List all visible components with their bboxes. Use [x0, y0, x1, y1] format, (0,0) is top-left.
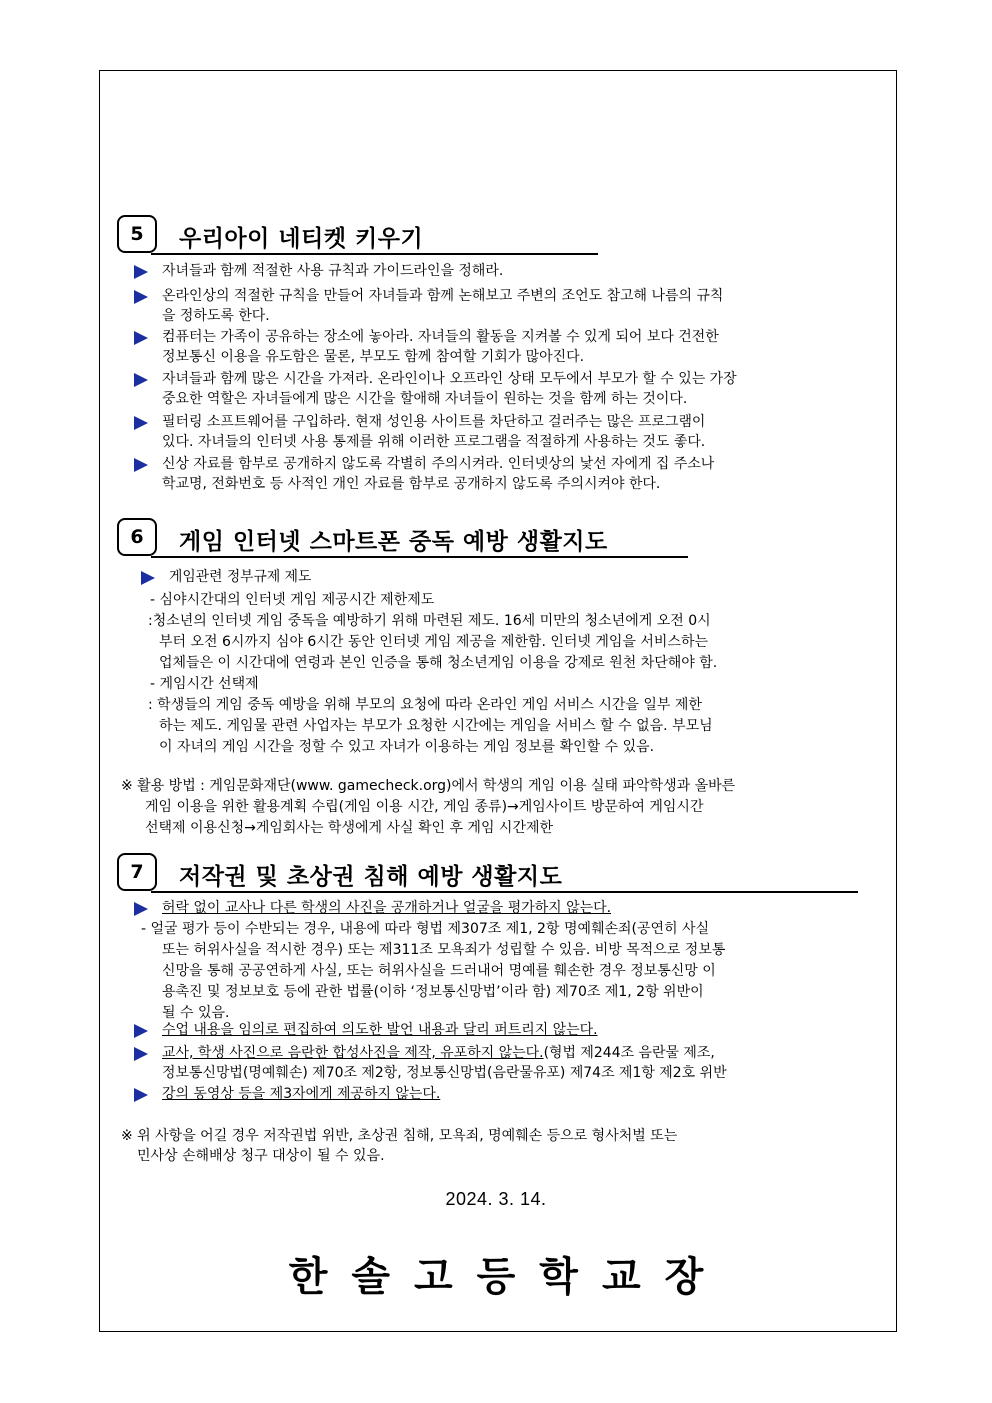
triangle-bullet-icon [134, 902, 148, 916]
sec5-item-3-line-2: 정보통신 이용을 유도함은 물론, 부모도 함께 참여할 기회가 많아진다. [162, 349, 585, 365]
triangle-bullet-icon [134, 458, 148, 472]
sec5-item-6-line-1: 신상 자료를 함부로 공개하지 않도록 각별히 주의시켜라. 인터넷상의 낯선 자에게 집 주소나 [162, 456, 715, 472]
sec5-item-2-line-1: 온라인상의 적절한 규칙을 만들어 자녀들과 함께 논해보고 주변의 조언도 참고해 나름의 규칙 [162, 288, 724, 304]
sec5-item-1-line-1: 자녀들과 함께 적절한 사용 규칙과 가이드라인을 정해라. [162, 263, 504, 279]
sec5-item-4-line-2: 중요한 역할은 자녀들에게 많은 시간을 할애해 자녀들이 원하는 것을 함께 하는 것이다. [162, 391, 688, 407]
sec5-item-5-line-2: 있다. 자녀들의 인터넷 사용 통제를 위해 이러한 프로그램을 적절하게 사용하는 것도 좋다. [162, 434, 706, 450]
sec7-detail-line-4: 용촉진 및 정보보호 등에 관한 법률(이하 ‘정보통신망법’이라 함) 제70조 제1, 2항 위반이 [162, 984, 704, 1000]
triangle-bullet-icon [134, 416, 148, 430]
section-7-number: 7 [117, 853, 157, 891]
triangle-bullet-icon [141, 571, 155, 585]
section-5-title: 우리아이 네티켓 키우기 [179, 226, 424, 252]
sec6-note-line-2: 게임 이용을 위한 활용계획 수립(게임 이용 시간, 게임 종류)→게임사이트 방문하여 게임시간 [145, 799, 704, 815]
sec7-item-3-rest: (형법 제244조 음란물 제조, [543, 1045, 715, 1061]
section-5-underline [151, 253, 598, 255]
sec6-line-7: 하는 제도. 게임물 관련 사업자는 부모가 요청한 시간에는 게임을 서비스 할 수 없음. 부모님 [159, 718, 713, 734]
sec7-detail-line-5: 될 수 있음. [162, 1005, 230, 1021]
sec7-detail-line-2: 또는 허위사실을 적시한 경우) 또는 제311조 모욕죄가 성립할 수 있음. 비방 목적으로 정보통 [162, 942, 726, 958]
sec5-item-6-line-2: 학교명, 전화번호 등 사적인 개인 자료를 함부로 공개하지 않도록 주의시켜야 한다. [162, 476, 661, 492]
section-6-header [117, 518, 697, 558]
document-date: 2024. 3. 14. [445, 1189, 547, 1209]
sec6-line-5: - 게임시간 선택제 [150, 676, 259, 692]
sec7-note-line-2: 민사상 손해배상 청구 대상이 될 수 있음. [137, 1148, 385, 1164]
sec6-note-line-1: ※ 활용 방법 : 게임문화재단(www. gamecheck.org)에서 학생의 게임 이용 실태 파악학생과 올바른 [121, 778, 736, 794]
school-principal-signature: 한솔고등학교장 [288, 1254, 728, 1300]
triangle-bullet-icon [134, 331, 148, 345]
section-6-title: 게임 인터넷 스마트폰 중독 예방 생활지도 [179, 529, 608, 555]
triangle-bullet-icon [134, 265, 148, 279]
sec7-item-1-text: 허락 없이 교사나 다른 학생의 사진을 공개하거나 얼굴을 평가하지 않는다. [162, 900, 612, 916]
sec7-item-3-line-2: 정보통신망법(명예훼손) 제70조 제2항, 정보통신망법(음란물유포) 제74조 제1항 제2호 위반 [162, 1065, 727, 1081]
triangle-bullet-icon [134, 1088, 148, 1102]
sec6-line-8: 이 자녀의 게임 시간을 정할 수 있고 자녀가 이용하는 게임 정보를 확인할 수 있음. [159, 739, 655, 755]
sec6-line-6: : 학생들의 게임 중독 예방을 위해 부모의 요청에 따라 온라인 게임 서비스 시간을 일부 제한 [148, 697, 702, 713]
triangle-bullet-icon [134, 1047, 148, 1061]
section-6-number: 6 [117, 518, 157, 556]
sec6-line-2: :청소년의 인터넷 게임 중독을 예방하기 위해 마련된 제도. 16세 미만의 청소년에게 오전 0시 [148, 613, 711, 629]
sec5-item-2-line-2: 을 정하도록 한다. [162, 308, 270, 324]
sec7-item-3-line-1 [162, 1043, 888, 1064]
section-5-number: 5 [117, 215, 157, 253]
section-7-underline [151, 891, 858, 893]
section-7-title: 저작권 및 초상권 침해 예방 생활지도 [179, 864, 563, 890]
sec7-detail-line-1: - 얼굴 평가 등이 수반되는 경우, 내용에 따라 형법 제307조 제1, 2항 명예훼손죄(공연히 사실 [141, 921, 710, 937]
sec7-note-line-1: ※ 위 사항을 어길 경우 저작권법 위반, 초상권 침해, 모욕죄, 명예훼손 등으로 형사처벌 또는 [121, 1128, 678, 1144]
sec5-item-5-line-1: 필터링 소프트웨어를 구입하라. 현재 성인용 사이트를 차단하고 걸러주는 많은 프로그램이 [162, 414, 706, 430]
triangle-bullet-icon [134, 290, 148, 304]
sec6-line-1: - 심야시간대의 인터넷 게임 제공시간 제한제도 [150, 592, 435, 608]
sec6-line-4: 업체들은 이 시간대에 연령과 본인 인증을 통해 청소년게임 이용을 강제로 원천 차단해야 함. [159, 655, 718, 671]
sec5-item-4-line-1: 자녀들과 함께 많은 시간을 가져라. 온라인이나 오프라인 상태 모두에서 부모가 할 수 있는 가장 [162, 371, 737, 387]
triangle-bullet-icon [134, 373, 148, 387]
section-6-underline [151, 556, 688, 558]
sec7-item-3-underlined: 교사, 학생 사진으로 음란한 합성사진을 제작, 유포하지 않는다. [162, 1045, 544, 1061]
sec7-item-2-text: 수업 내용을 임의로 편집하여 의도한 발언 내용과 달리 퍼트리지 않는다. [162, 1022, 598, 1038]
sec5-item-3-line-1: 컴퓨터는 가족이 공유하는 장소에 놓아라. 자녀들의 활동을 지켜볼 수 있게 되어 보다 건전한 [162, 329, 719, 345]
sec6-note-line-3: 선택제 이용신청→게임회사는 학생에게 사실 확인 후 게임 시간제한 [145, 820, 554, 836]
sec6-line-3: 부터 오전 6시까지 심야 6시간 동안 인터넷 게임 제공을 제한함. 인터넷 게임을 서비스하는 [159, 634, 709, 650]
triangle-bullet-icon [134, 1024, 148, 1038]
sec7-detail-line-3: 신망을 통해 공공연하게 사실, 또는 허위사실을 드러내어 명예를 훼손한 경우 정보통신망 이 [162, 963, 716, 979]
section-5-header [117, 215, 607, 255]
section-7-header [117, 853, 862, 893]
sec6-heading-text: 게임관련 정부규제 제도 [169, 569, 312, 585]
sec7-item-4-text: 강의 동영상 등을 제3자에게 제공하지 않는다. [162, 1086, 441, 1102]
